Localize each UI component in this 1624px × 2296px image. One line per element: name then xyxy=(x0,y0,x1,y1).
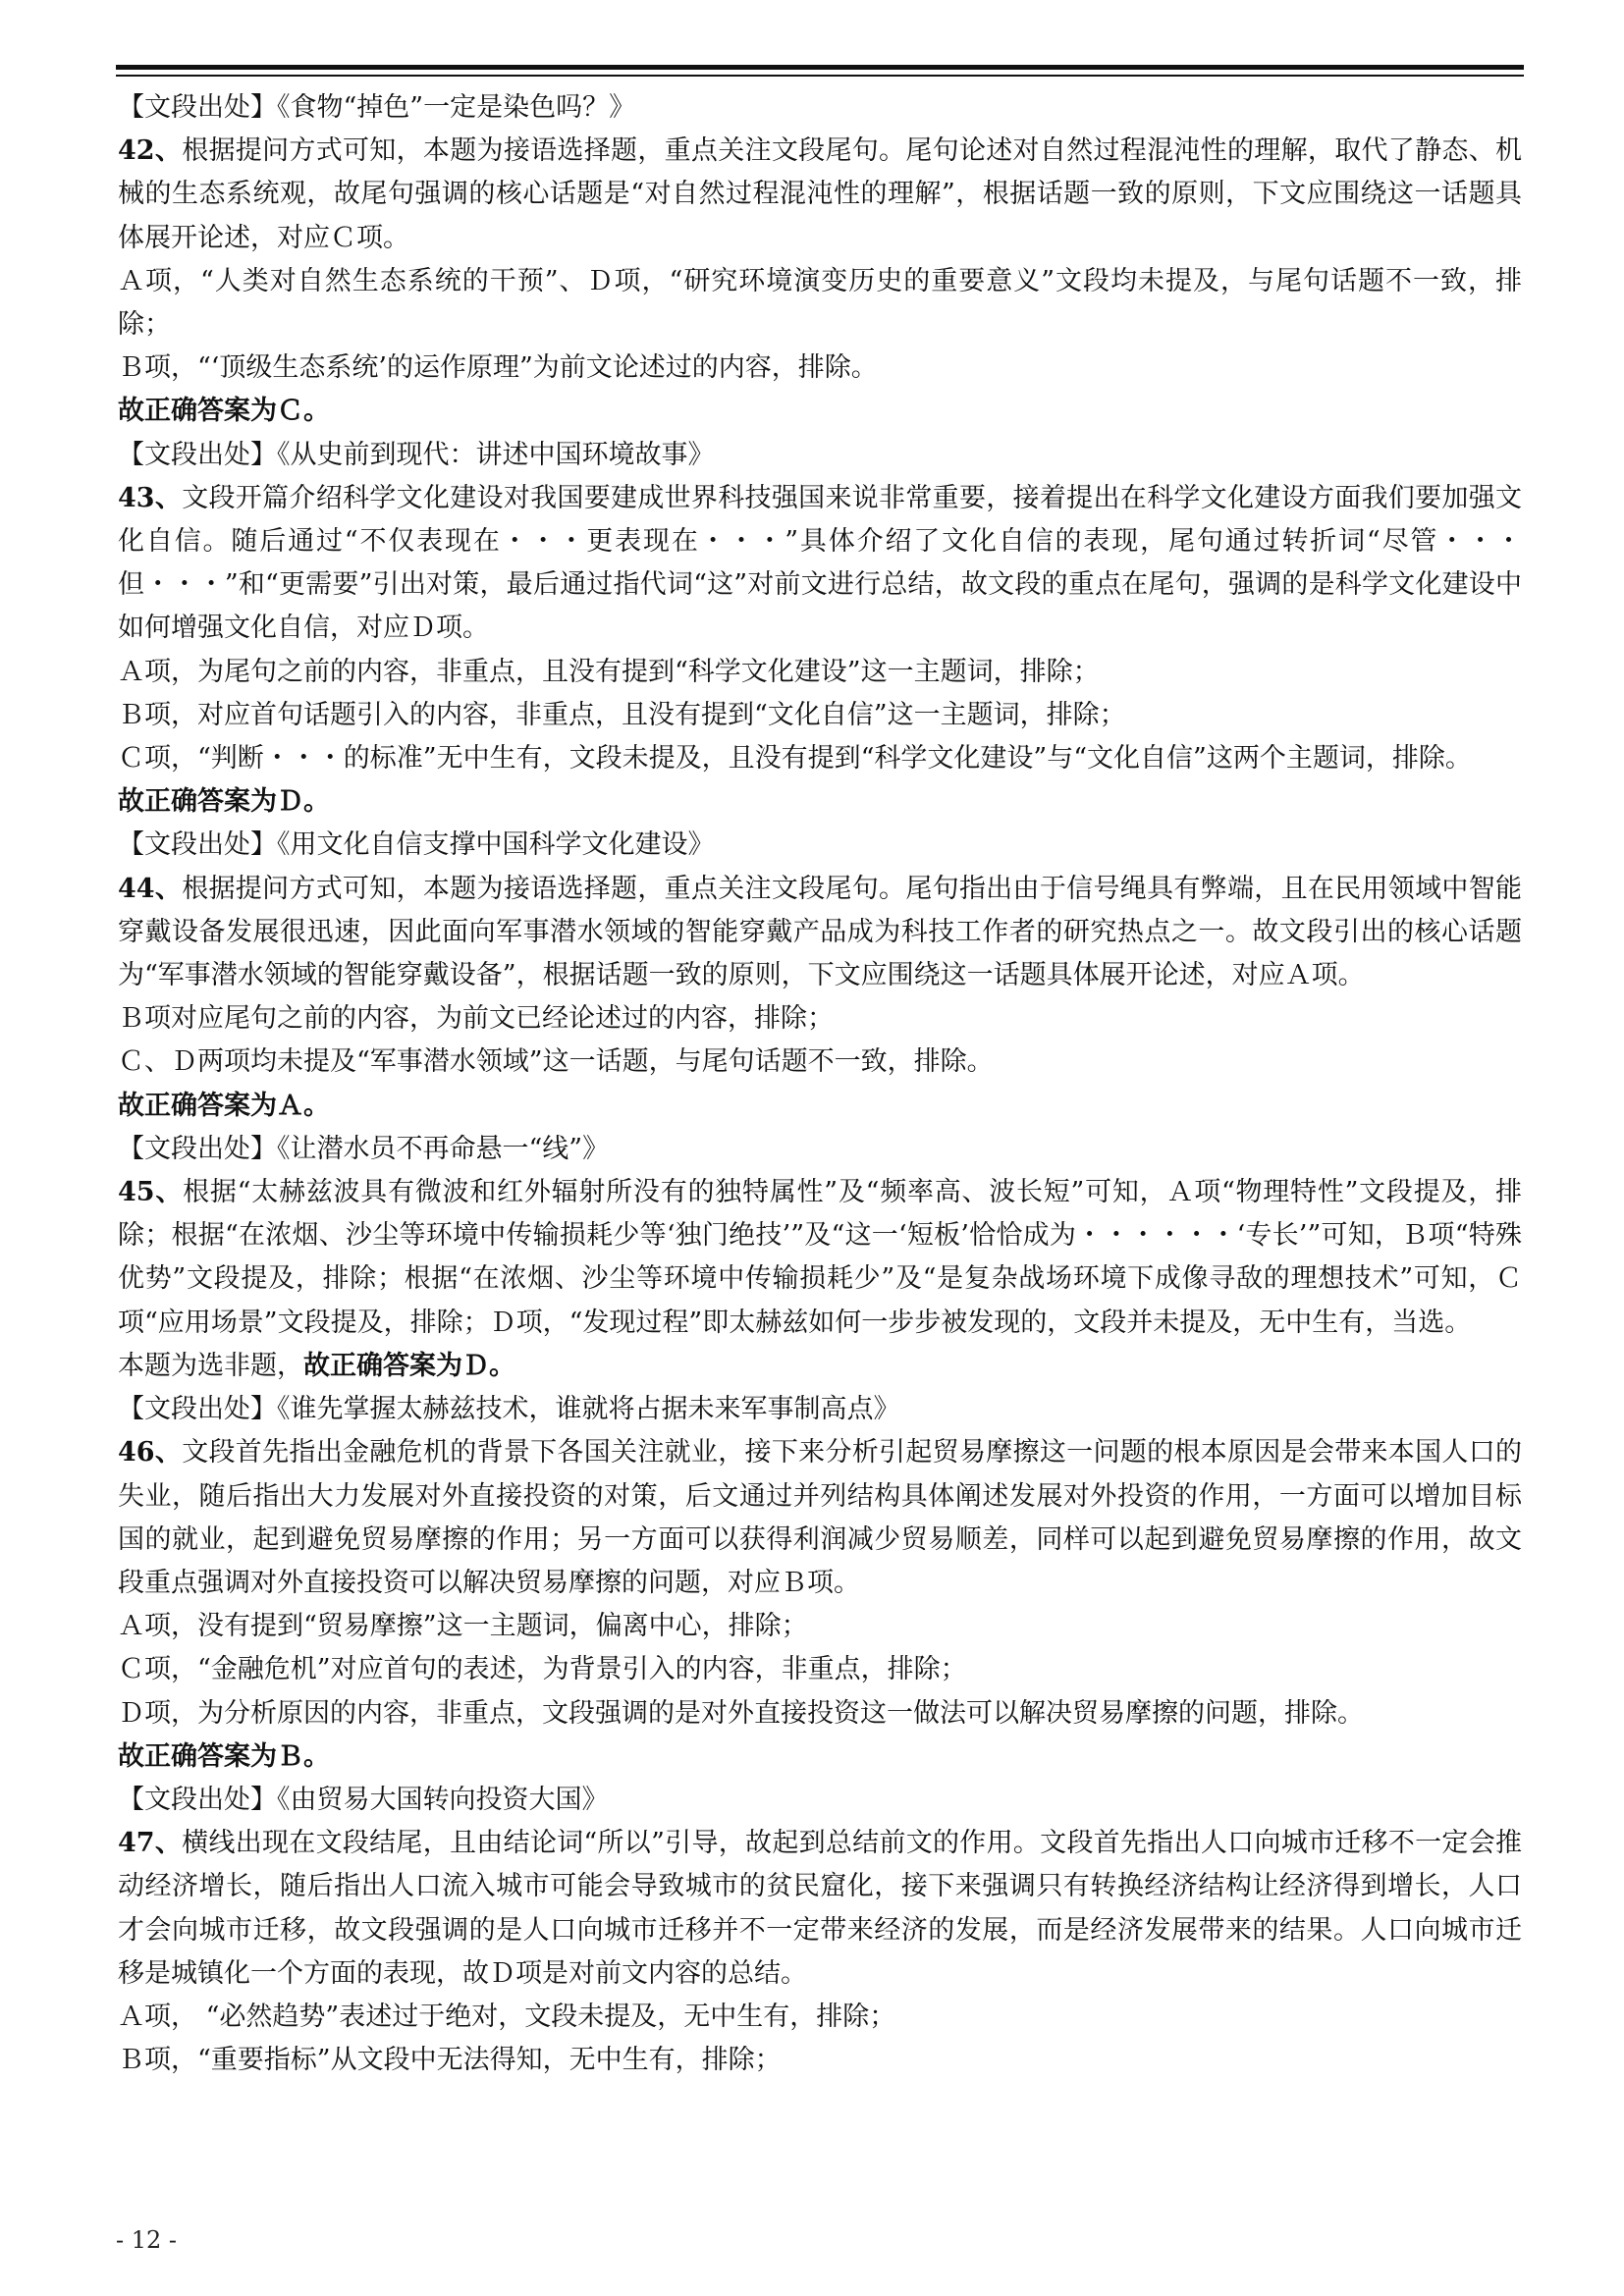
question-number: 42、 xyxy=(118,135,183,167)
question-explanation xyxy=(118,130,1522,260)
option-analysis: Ｂ项对应尾句之前的内容，为前文已经论述过的内容，排除； xyxy=(118,1003,834,1035)
header-rule-thick xyxy=(116,65,1524,70)
correct-answer: 故正确答案为Ｂ。 xyxy=(118,1740,330,1772)
option-analysis: Ｃ项，“判断・・・的标准”无中生有，文段未提及，且没有提到“科学文化建设”与“文化自信”这两个主题词，排除。 xyxy=(118,743,1472,774)
source-line: 【文段出处】《谁先掌握太赫兹技术，谁就将占据未来军事制高点》 xyxy=(118,1394,900,1425)
option-analysis: Ａ项，为尾句之前的内容，非重点，且没有提到“科学文化建设”这一主题词，排除； xyxy=(118,656,1100,687)
source-line: 【文段出处】《食物“掉色”一定是染色吗？》 xyxy=(118,92,636,123)
answer-line xyxy=(118,1345,1522,1388)
explanation-text: 根据提问方式可知，本题为接语选择题，重点关注文段尾句。尾句指出由于信号绳具有弊端，且在民用领域中智能穿戴设备发展很迅速，因此面向军事潜水领域的智能穿戴产品成为科技工作者的研究热点之一。故文段引出的核心话题为“军事潜水领域的智能穿戴设备”，根据话题一致的原则，下文应围绕这一话题具体展开论述，对应Ａ项。 xyxy=(118,873,1523,991)
option-analysis: Ｂ项，对应首句话题引入的内容，非重点，且没有提到“文化自信”这一主题词，排除； xyxy=(118,699,1126,730)
question-number: 47、 xyxy=(118,1828,183,1859)
option-analysis: Ａ项， “必然趋势”表述过于绝对，文段未提及，无中生有，排除； xyxy=(118,2001,896,2032)
explanation-text: 根据“太赫兹波具有微波和红外辐射所没有的独特属性”及“频率高、波长短”可知，Ａ项“物理特性”文段提及，排除；根据“在浓烟、沙尘等环境中传输损耗少等‘独门绝技’”及“这一‘短板’恰恰成为・・・・・・‘专长’”可知，Ｂ项“特殊优势”文段提及，排除；根据“在浓烟、沙尘等环境中传输损耗少”及“是复杂战场环境下成像寻敌的理想技术”可知，Ｃ项“应用场景”文段提及，排除；Ｄ项，“发现过程”即太赫兹如何一步步被发现的，文段并未提及，无中生有，当选。 xyxy=(118,1177,1522,1338)
option-analysis: Ｃ、Ｄ两项均未提及“军事潜水领域”这一话题，与尾句话题不一致，排除。 xyxy=(118,1046,994,1078)
page-content xyxy=(118,86,1522,2082)
question-explanation xyxy=(118,868,1522,998)
option-analysis: Ａ项，“人类对自然生态系统的干预”、Ｄ项，“研究环境演变历史的重要意义”文段均未提及，与尾句话题不一致，排除； xyxy=(118,265,1522,341)
page-number: - 12 - xyxy=(116,2226,178,2254)
option-analysis: Ｃ项，“金融危机”对应首句的表述，为背景引入的内容，非重点，排除； xyxy=(118,1654,967,1685)
question-number: 43、 xyxy=(118,482,183,513)
correct-answer: 故正确答案为Ａ。 xyxy=(118,1090,330,1121)
source-line: 【文段出处】《从史前到现代：讲述中国环境故事》 xyxy=(118,439,715,470)
correct-answer: 故正确答案为Ｄ。 xyxy=(303,1350,515,1381)
explanation-text: 横线出现在文段结尾，且由结论词“所以”引导，故起到总结前文的作用。文段首先指出人口向城市迁移不一定会推动经济增长，随后指出人口流入城市可能会导致城市的贫民窟化，接下来强调只有转换经济结构让经济得到增长，人口才会向城市迁移，故文段强调的是人口向城市迁移并不一定带来经济的发展，而是经济发展带来的结果。人口向城市迁移是城镇化一个方面的表现，故Ｄ项是对前文内容的总结。 xyxy=(118,1828,1523,1989)
correct-answer: 故正确答案为Ｃ。 xyxy=(118,396,330,427)
explanation-text: 文段开篇介绍科学文化建设对我国要建成世界科技强国来说非常重要，接着提出在科学文化建设方面我们要加强文化自信。随后通过“不仅表现在・・・更表现在・・・”具体介绍了文化自信的表现，尾句通过转折词“尽管・・・但・・・”和“更需要”引出对策，最后通过指代词“这”对前文进行总结，故文段的重点在尾句，强调的是科学文化建设中如何增强文化自信，对应Ｄ项。 xyxy=(118,482,1523,644)
correct-answer: 故正确答案为Ｄ。 xyxy=(118,786,330,818)
question-number: 46、 xyxy=(118,1437,183,1468)
source-line: 【文段出处】《由贸易大国转向投资大国》 xyxy=(118,1784,609,1815)
source-line: 【文段出处】《让潜水员不再命悬一“线”》 xyxy=(118,1133,610,1164)
question-number: 44、 xyxy=(118,873,183,904)
explanation-text: 根据提问方式可知，本题为接语选择题，重点关注文段尾句。尾句论述对自然过程混沌性的理解，取代了静态、机械的生态系统观，故尾句强调的核心话题是“对自然过程混沌性的理解”，根据话题一致的原则，下文应围绕这一话题具体展开论述，对应Ｃ项。 xyxy=(118,135,1523,253)
question-explanation xyxy=(118,1171,1522,1345)
question-explanation xyxy=(118,1431,1522,1605)
question-explanation xyxy=(118,477,1522,651)
option-analysis: Ａ项，没有提到“贸易摩擦”这一主题词，偏离中心，排除； xyxy=(118,1611,808,1642)
header-rule-thin xyxy=(116,75,1524,77)
question-explanation xyxy=(118,1822,1522,1996)
question-number: 45、 xyxy=(118,1177,184,1208)
explanation-text: 文段首先指出金融危机的背景下各国关注就业，接下来分析引起贸易摩擦这一问题的根本原因是会带来本国人口的失业，随后指出大力发展对外直接投资的对策，后文通过并列结构具体阐述发展对外投资的作用，一方面可以增加目标国的就业，起到避免贸易摩擦的作用；另一方面可以获得利润减少贸易顺差，同样可以起到避免贸易摩擦的作用，故文段重点强调对外直接投资可以解决贸易摩擦的问题，对应Ｂ项。 xyxy=(118,1437,1523,1598)
option-analysis: Ｂ项，“重要指标”从文段中无法得知，无中生有，排除； xyxy=(118,2045,782,2076)
option-analysis: Ｄ项，为分析原因的内容，非重点，文段强调的是对外直接投资这一做法可以解决贸易摩擦的问题，排除。 xyxy=(118,1697,1364,1729)
answer-prefix: 本题为选非题， xyxy=(118,1350,303,1381)
option-analysis: Ｂ项，“‘顶级生态系统’的运作原理”为前文论述过的内容，排除。 xyxy=(118,352,878,384)
source-line: 【文段出处】《用文化自信支撑中国科学文化建设》 xyxy=(118,829,715,861)
